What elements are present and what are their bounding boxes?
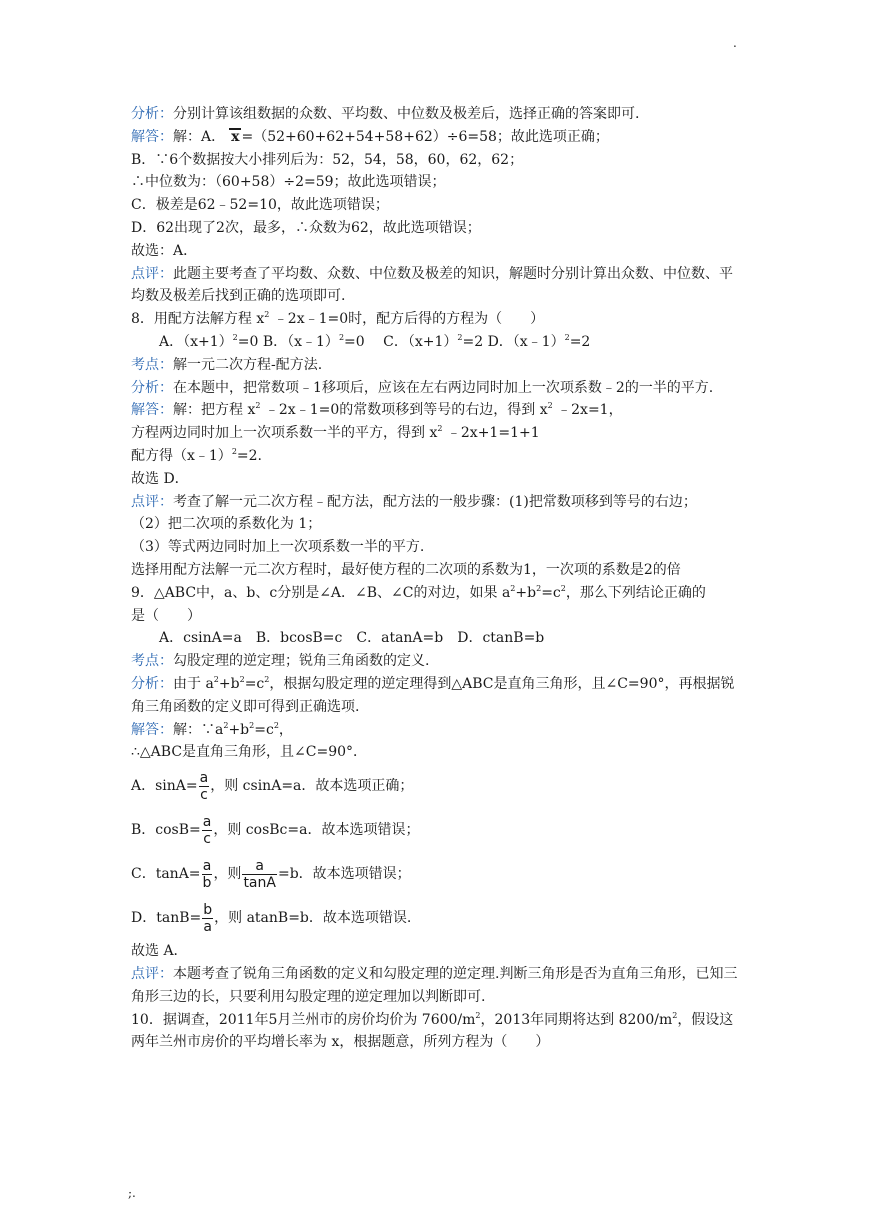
analysis-tag: 分析： bbox=[131, 106, 173, 122]
q8-comment-3: （3）等式两边同时加上一次项系数一半的平方. bbox=[131, 539, 425, 556]
q8-comment-2: （2）把二次项的系数化为 1； bbox=[131, 516, 322, 533]
q9-option-a-check: A．sinA= $\frac{a}{c}$ ，则 csinA=a．故本选项正确； bbox=[131, 769, 414, 803]
q8-point: 考点：解一元二次方程-配方法. bbox=[131, 356, 323, 373]
fraction: $\frac{a}{c}$ bbox=[202, 813, 212, 847]
document-body bbox=[131, 103, 741, 1054]
q7-line-d: D．62出现了2次，最多，∴众数为62，故此选项错误； bbox=[131, 219, 481, 236]
q9-analysis: 分析：由于 $a^2+b^2=c^2$，根据勾股定理的逆定理得到△ABC是直角三角形，且∠C=90°，再根据锐角三角函数的定义即可得到正确选项. bbox=[131, 674, 735, 715]
answer-tag: 解答： bbox=[131, 402, 173, 419]
q9-point: 考点：勾股定理的逆定理；锐角三角函数的定义. bbox=[131, 653, 430, 670]
q9-option-b-check: B．cosB= $\frac{a}{c}$ ，则 cosBc=a．故本选项错误； bbox=[131, 813, 420, 847]
q8-answer-2: 方程两边同时加上一次项系数一半的平方，得到 $x^2$ ﹣2x+1=1+1 bbox=[131, 424, 540, 442]
q7-answer-a: 解答：解：A． x =（52+60+62+54+58+62）÷6=58；故此选项正确； bbox=[131, 128, 609, 145]
q9-stem-2: 是（ ） bbox=[131, 607, 201, 624]
q7-line-c: C．极差是62﹣52=10，故此选项错误； bbox=[131, 197, 389, 214]
comment-tag: 点评： bbox=[131, 493, 173, 510]
answer-tag: 解答： bbox=[131, 721, 173, 738]
fraction: $\frac{b}{a}$ bbox=[203, 901, 213, 935]
q9-comment: 点评：本题考查了锐角三角函数的定义和勾股定理的逆定理.判断三角形是否为直角三角形，已知三角形三边的长，只要利用勾股定理的逆定理加以判断即可. bbox=[131, 965, 738, 1005]
q8-comment-4: 选择用配方法解一元二次方程时，最好使方程的二次项的系数为1，一次项的系数是2的倍 bbox=[131, 561, 681, 578]
fraction: $\frac{a}{c}$ bbox=[199, 769, 209, 803]
q8-answer-1: 解答：解：把方程 $x^2$ ﹣2x﹣1=0的常数项移到等号的右边，得到 $x^2$ ﹣2x=1， bbox=[131, 401, 623, 419]
q9-option-d-check: D．tanB= $\frac{b}{a}$ ，则 atanB=b．故本选项错误. bbox=[131, 901, 412, 935]
q10-stem: 10．据调查，2011年5月兰州市的房价均价为 $7600/m^2$，2013年同期将达到 $8200/m^2$，假设这两年兰州市房价的平均增长率为 x，根据题意，所列方程为（ ） bbox=[131, 1010, 734, 1051]
analysis-tag: 分析： bbox=[131, 675, 173, 692]
q7-line-b: B．∵6个数据按大小排列后为：52，54，58，60，62，62； bbox=[131, 151, 524, 168]
point-tag: 考点： bbox=[131, 653, 173, 670]
comment-tag: 点评： bbox=[131, 965, 173, 982]
q7-comment: 点评：此题主要考查了平均数、众数、中位数及极差的知识，解题时分别计算出众数、中位数、平均数及极差后找到正确的选项即可. bbox=[131, 265, 733, 305]
q9-choose: 故选 A． bbox=[131, 943, 188, 960]
q8-stem: 8．用配方法解方程 $x^2$ ﹣2x﹣1=0时，配方后得的方程为（ ） bbox=[131, 310, 545, 328]
analysis-tag: 分析： bbox=[131, 379, 173, 396]
q7-choose: 故选：A． bbox=[131, 242, 198, 259]
q8-answer-3: 配方得（x﹣1）$^2$=2. bbox=[131, 446, 262, 464]
q9-stem-1: 9．△ABC中，a、b、c分别是∠A．∠B、∠C的对边，如果 $a^2+b^2=c^2$，那么下列结论正确的 bbox=[131, 583, 706, 601]
q9-answer: 解答：解：$\because a^2+b^2=c^2$， bbox=[131, 720, 293, 738]
comment-tag: 点评： bbox=[131, 265, 173, 282]
q7-analysis: 分析：分别计算该组数据的众数、平均数、中位数及极差后，选择正确的答案即可. bbox=[131, 106, 640, 122]
q7-line-median: ∴中位数为：（60+58）÷2=59；故此选项错误； bbox=[131, 174, 446, 191]
mean-symbol: x bbox=[231, 128, 240, 145]
q8-analysis: 分析：在本题中，把常数项﹣1移项后，应该在左右两边同时加上一次项系数﹣2的一半的平方. bbox=[131, 379, 714, 396]
q8-choose: 故选 D． bbox=[131, 470, 189, 487]
q8-options: A．$(x+1)^2=0$ B．（x﹣1）$^2$=0 C．$(x+1)^2=2$ D．（x﹣1）$^2$=2 bbox=[159, 332, 591, 350]
q9-options: A．csinA=a B．bcosB=c C．atanA=b D．ctanB=b bbox=[159, 630, 545, 647]
q8-comment-1: 点评：考查了解一元二次方程﹣配方法，配方法的一般步骤：(1)把常数项移到等号的右边； bbox=[131, 493, 697, 510]
point-tag: 考点： bbox=[131, 356, 173, 373]
q9-option-c-check: C．tanA= $\frac{a}{b}$ ，则 $\frac{a}{\tan A}$ =b．故本选项错误； bbox=[131, 857, 411, 891]
footer-mark: ;. bbox=[128, 1186, 136, 1200]
fraction: $\frac{a}{b}$ bbox=[202, 857, 212, 891]
fraction: $\frac{a}{\tan A}$ bbox=[243, 857, 276, 891]
corner-mark: . bbox=[733, 36, 737, 50]
answer-tag: 解答： bbox=[131, 128, 173, 145]
q9-right-triangle: ∴△ABC是直角三角形，且∠C=90°． bbox=[131, 744, 368, 761]
